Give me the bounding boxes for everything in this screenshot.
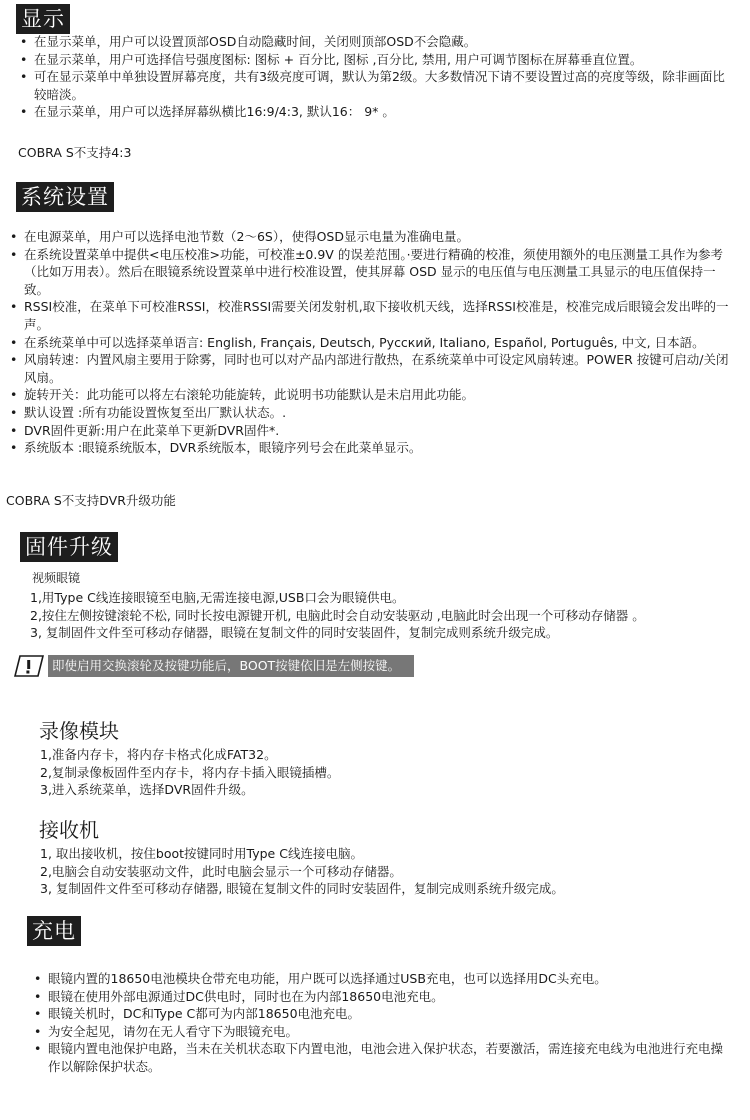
- charging-bullet-4: • 为安全起见，请勿在无人看守下为眼镜充电。: [34, 1023, 724, 1041]
- display-note: COBRA S不支持4:3: [18, 145, 132, 160]
- dvr-step-1: 1,准备内存卡，将内存卡格式化成FAT32。: [40, 747, 277, 762]
- dvr-step-list: [40, 746, 740, 799]
- display-bullet-3: • 可在显示菜单中单独设置屏幕亮度，共有3级亮度可调，默认为第2级。大多数情况下请不要设置过高的亮度等级，除非画面比较暗淡。: [20, 68, 732, 103]
- charging-bullet-3: • 眼镜关机时，DC和Type C都可为内部18650电池充电。: [34, 1005, 724, 1023]
- charging-bullet-1: • 眼镜内置的18650电池模块仓带充电功能，用户既可以选择通过USB充电，也可以选择用DC头充电。: [34, 970, 724, 988]
- receiver-step-2: 2,电脑会自动安装驱动文件，此时电脑会显示一个可移动存储器。: [40, 863, 402, 879]
- system-bullet-9: • 系统版本 :眼镜系统版本，DVR系统版本，眼镜序列号会在此菜单显示。: [10, 439, 730, 457]
- section-title-display: 显示: [16, 4, 70, 34]
- system-bullet-8: • DVR固件更新:用户在此菜单下更新DVR固件*.: [10, 422, 730, 440]
- display-bullet-2: • 在显示菜单，用户可选择信号强度图标: 图标 + 百分比, 图标 ,百分比, 禁用, 用户可调节图标在屏幕垂直位置。: [20, 51, 732, 69]
- system-bullet-3: • RSSI校准，在菜单下可校准RSSI，校准RSSI需要关闭发射机,取下接收机天线，选择RSSI校准是，校准完成后眼镜会发出哔的一声。: [10, 298, 730, 333]
- charging-bullet-2: • 眼镜在使用外部电源通过DC供电时，同时也在为内部18650电池充电。: [34, 988, 724, 1006]
- system-bullet-4: • 在系统菜单中可以选择菜单语言: English, Français, Deutsch, Русский, Italiano, Español, Português, 中文, 日本語。: [10, 334, 730, 352]
- charging-bullet-list: [34, 970, 724, 1076]
- dvr-step-3: 3,进入系统菜单，选择DVR固件升级。: [40, 782, 254, 798]
- warning-text: 即使启用交换滚轮及按键功能后，BOOT按键依旧是左侧按键。: [48, 655, 414, 677]
- firmware-step-list: [30, 589, 745, 642]
- section-title-firmware: 固件升级: [20, 532, 118, 562]
- section-title-charging: 充电: [27, 916, 81, 946]
- warning-callout: [14, 655, 414, 677]
- section-title-system: 系统设置: [16, 182, 114, 212]
- system-bullet-1: • 在电源菜单，用户可以选择电池节数（2～6S），使得OSD显示电量为准确电量。: [10, 228, 730, 246]
- section-title-dvr: 录像模块: [39, 719, 119, 743]
- system-bullet-2: • 在系统设置菜单中提供<电压校准>功能，可校准±0.9V 的误差范围。·要进行精确的校准，须使用额外的电压测量工具作为参考（比如万用表）。然后在眼镜系统设置菜单中进行校准设置，使其屏幕 OSD 显示的电压值与电压测量工具显示的电压值保持一致。: [10, 246, 730, 299]
- dvr-step-2: 2,复制录像板固件至内存卡，将内存卡插入眼镜插槽。: [40, 764, 340, 780]
- firmware-step-2: 2,按住左侧按键滚轮不松, 同时长按电源键开机, 电脑此时会自动安装驱动 ,电脑此时会出现一个可移动存储器 。: [30, 607, 645, 623]
- receiver-step-3: 3, 复制固件文件至可移动存储器, 眼镜在复制文件的同时安装固件，复制完成则系统升级完成。: [40, 881, 564, 897]
- system-bullet-5: • 风扇转速：内置风扇主要用于除雾，同时也可以对产品内部进行散热，在系统菜单中可设定风扇转速。POWER 按键可启动/关闭风扇。: [10, 351, 730, 386]
- charging-bullet-5: • 眼镜内置电池保护电路，当未在关机状态取下内置电池，电池会进入保护状态，若要激活，需连接充电线为电池进行充电操作以解除保护状态。: [34, 1040, 724, 1075]
- exclamation-icon: [14, 655, 44, 677]
- display-bullet-list: [20, 33, 732, 121]
- display-bullet-1: • 在显示菜单，用户可以设置顶部OSD自动隐藏时间，关闭则顶部OSD不会隐藏。: [20, 33, 732, 51]
- system-bullet-6: • 旋转开关：此功能可以将左右滚轮功能旋转，此说明书功能默认是未启用此功能。: [10, 386, 730, 404]
- firmware-step-1: 1,用Type C线连接眼镜至电脑,无需连接电源,USB口会为眼镜供电。: [30, 590, 405, 605]
- receiver-step-1: 1, 取出接收机，按住boot按键同时用Type C线连接电脑。: [40, 846, 363, 861]
- system-bullet-7: • 默认设置 :所有功能设置恢复至出厂默认状态。.: [10, 404, 730, 422]
- receiver-step-list: [40, 845, 740, 898]
- section-title-receiver: 接收机: [39, 818, 99, 842]
- firmware-subtitle: 视频眼镜: [32, 571, 81, 585]
- system-bullet-list: [10, 228, 730, 457]
- system-note: COBRA S不支持DVR升级功能: [6, 493, 176, 508]
- display-bullet-4: • 在显示菜单，用户可以选择屏幕纵横比16:9/4:3, 默认16： 9* 。: [20, 103, 732, 121]
- firmware-step-3: 3, 复制固件文件至可移动存储器，眼镜在复制文件的同时安装固件，复制完成则系统升级完成。: [30, 625, 559, 641]
